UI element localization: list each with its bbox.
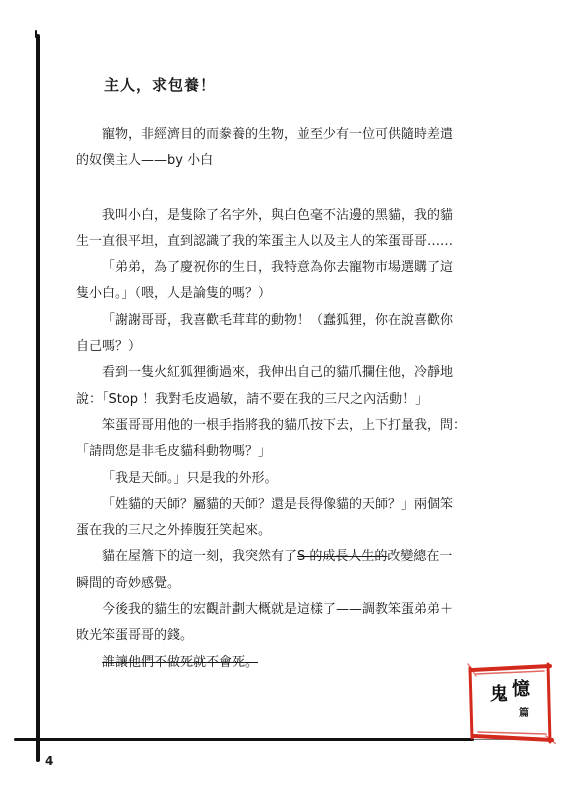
paragraph-line: 「姓貓的天師？屬貓的天師？還是長得像貓的天師？」兩個笨: [102, 496, 454, 512]
struck-text: 誰讓他們不做死就不會死。: [102, 654, 259, 670]
paragraph-line: 「我是天師。」只是我的外形。: [102, 470, 278, 486]
paragraph-line: 「請問您是非毛皮貓科動物嗎？」: [76, 444, 272, 460]
paragraph-line: 敗光笨蛋哥哥的錢。: [76, 628, 194, 644]
text-segment: 改變總在一: [387, 549, 453, 565]
paragraph-line: 自己嗎？）: [76, 339, 142, 355]
page-border-vertical: [36, 34, 40, 762]
paragraph-line: [76, 544, 496, 570]
struck-text: S 的成長人生的: [297, 549, 388, 565]
epigraph-line: 的奴僕主人——by 小白: [76, 153, 214, 169]
seal-character: 篇: [519, 708, 529, 719]
seal-stamp-icon: [466, 660, 556, 744]
paragraph-line: 隻小白。」（喂，人是論隻的嗎？）: [76, 286, 272, 302]
paragraph-line: 我叫小白，是隻除了名字外，與白色毫不沾邊的黑貓，我的貓: [102, 207, 454, 223]
page-number: 4: [45, 754, 54, 768]
paragraph-line: 蛋在我的三尺之外捧腹狂笑起來。: [76, 523, 272, 539]
page-border-horizontal: [14, 738, 474, 741]
paragraph-gap: [76, 175, 496, 203]
paragraph-line: 說：「Stop ！我對毛皮過敏，請不要在我的三尺之內活動！」: [76, 391, 429, 407]
text-segment: 貓在屋簷下的這一刻，我突然有了: [102, 549, 298, 565]
paragraph-line: 生一直很平坦，直到認識了我的笨蛋主人以及主人的笨蛋哥哥……: [76, 233, 454, 249]
paragraph-line: 「謝謝哥哥，我喜歡毛茸茸的動物！（蠢狐狸，你在說喜歡你: [102, 312, 454, 328]
chapter-body: [76, 122, 496, 676]
chapter-title: 主人，求包養！: [104, 76, 217, 94]
paragraph-line: 瞬間的奇妙感覺。: [76, 575, 181, 591]
seal-character: 憶: [512, 679, 530, 700]
paragraph-line: 「弟弟，為了慶祝你的生日，我特意為你去寵物市場選購了這: [102, 260, 454, 276]
paragraph-line: [76, 650, 496, 676]
epigraph-line: 寵物，非經濟目的而豢養的生物，並至少有一位可供隨時差遣: [102, 127, 454, 142]
seal-character: 鬼: [490, 684, 508, 705]
paragraph-line: 今後我的貓生的宏觀計劃大概就是這樣了——調教笨蛋弟弟＋: [102, 602, 454, 618]
paragraph-line: 看到一隻火紅狐狸衝過來，我伸出自己的貓爪攔住他，冷靜地: [102, 365, 454, 381]
paragraph-line: 笨蛋哥哥用他的一根手指將我的貓爪按下去，上下打量我，問：: [102, 417, 467, 433]
